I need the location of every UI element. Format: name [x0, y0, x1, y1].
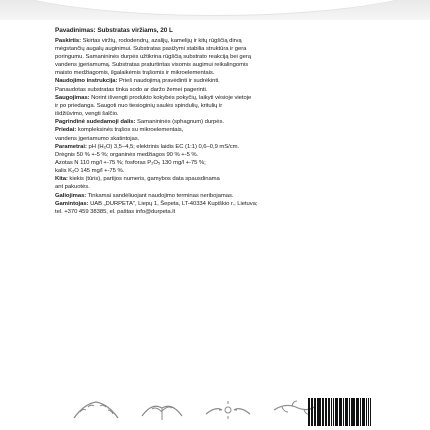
barcode-bar [339, 398, 340, 426]
barcode-bar [335, 398, 337, 426]
product-name: Substratas viržiams, 20 L [95, 27, 173, 34]
field-key: Naudojimo instrukcija: [55, 78, 118, 85]
other-section [55, 175, 385, 191]
text-line [55, 77, 385, 85]
barcode-bar [318, 398, 320, 426]
manufacturer-section [55, 200, 385, 216]
text-line [55, 102, 385, 110]
purpose-section [55, 37, 385, 78]
field-value: mėgstančių augalų auginimui. Substratas pasižymi stabilia struktūra ir gera [55, 45, 247, 52]
barcode-bar [325, 398, 327, 426]
text-line [55, 135, 385, 143]
field-value: Drėgnis 50 % +-5 %; organinės medžiagos 90 % +-5 %. [55, 151, 199, 158]
field-value: vandens įgeriamumo skatintojas. [55, 135, 140, 142]
field-value: ant pakuotės. [55, 184, 90, 191]
barcode-bar [314, 398, 316, 426]
barcode-bar [311, 398, 312, 426]
text-line [55, 86, 385, 94]
barcode-bar [329, 398, 330, 426]
barcode-bar [340, 398, 342, 426]
text-line [55, 159, 385, 167]
field-value: Samanininės (sphagnum) durpės. [135, 119, 224, 126]
field-value: kiekis (tūris), partijos numeris, gamybos data spausdinama [67, 176, 220, 183]
field-key: Pavadinimas: [55, 27, 96, 34]
barcode-bar [352, 398, 354, 426]
package-curve [0, 0, 430, 16]
field-value: Skirtas viržių, rododendrų, azalijų, kamelijų ir kitų rūgščią dirvą [81, 37, 242, 44]
instruction-section [55, 77, 385, 93]
text-line [55, 167, 385, 175]
validity-line [55, 192, 385, 200]
plant-sprout-icon [136, 398, 188, 422]
text-line [55, 143, 385, 151]
barcode-bar [356, 398, 357, 426]
text-line [55, 126, 385, 134]
barcode-bar [333, 398, 335, 426]
text-line [55, 183, 385, 191]
barcode-bar [322, 398, 323, 426]
field-key: Paskirtis: [55, 37, 82, 44]
barcode-bar [351, 398, 352, 426]
parameters-section [55, 143, 385, 176]
barcode-bar [343, 398, 344, 426]
text-line [55, 53, 385, 61]
barcode-icon [308, 396, 372, 426]
field-value: kompleksinės trąšos su mikroelementais, [76, 127, 184, 134]
text-line [55, 200, 385, 208]
field-value: poringumu. Samanininės durpės užtikrina rūgščią substrato reakciją bei gerą [55, 53, 251, 60]
field-value: Azotas N 110 mg/l +-75 %; fosforas P₂O₅ 130 mg/l +-75 %; [55, 160, 206, 166]
barcode-bar [370, 398, 371, 426]
field-value: pH (H₂O) 3,5–4,5; elektrinis laidis EC (1:1) 0,6–0,9 mS/cm. [86, 143, 240, 150]
barcode-bar [308, 398, 310, 426]
field-value: vandens įgeriamumą. Substratas praturtintas visomis augimui reikalingomis [55, 62, 249, 69]
product-label [55, 27, 385, 216]
field-key: Pagrindinė sudedamoji dalis: [55, 119, 136, 126]
field-key: Galiojimas: [55, 192, 87, 199]
leaf-wreath-icon [70, 398, 122, 422]
barcode-bar [357, 398, 359, 426]
field-key: Kita: [55, 176, 68, 183]
additives-section [55, 126, 385, 142]
barcode-bar [323, 398, 324, 426]
text-line [55, 94, 385, 102]
barcode-bar [349, 398, 350, 426]
field-key: Parametrai: [55, 143, 87, 150]
barcode-bar [312, 398, 313, 426]
text-line [55, 208, 385, 216]
field-key: Saugojimas: [55, 94, 90, 101]
text-line [55, 61, 385, 69]
barcode-bar [345, 398, 346, 426]
barcode-bar [368, 398, 370, 426]
flower-icon [202, 398, 254, 422]
barcode-bar [331, 398, 332, 426]
barcode-bar [328, 398, 329, 426]
field-value: tel. +370 459 38385, el. paštas info@durpeta.lt [55, 208, 176, 215]
barcode-bar [363, 398, 365, 426]
field-value: Prieš naudojimą pravėdinti ir sudrėkinti. [117, 78, 220, 85]
text-line [55, 37, 385, 45]
barcode-bar [346, 398, 348, 426]
field-value: UAB „DURPETA", Liepų 1, Šepeta, LT-40334 Kupiškio r., Lietuva; [88, 200, 258, 207]
package-top-edge [0, 0, 430, 20]
text-line [55, 69, 385, 77]
field-key: Priedai: [55, 127, 77, 134]
text-line [55, 45, 385, 53]
text-line [55, 110, 385, 118]
storage-section [55, 94, 385, 118]
field-key: Gamintojas: [55, 200, 89, 207]
barcode-bar [317, 398, 318, 426]
barcode-bar [362, 398, 363, 426]
text-line [55, 151, 385, 159]
field-value: išdžiūvimo, vengti šalčio. [55, 111, 119, 118]
package-footer [0, 392, 430, 430]
field-value: maisto medžiagomis, ilgalaikėmis trąšomis ir mikroelementais. [55, 70, 215, 77]
composition-line [55, 118, 385, 126]
barcode-bar [366, 398, 367, 426]
field-value: kalis K₂O 145 mg/l +-75 %. [55, 168, 125, 175]
field-value: Norint išvengti produkto kokybės pokyčių, laikyti vėsioje vietoje [89, 94, 252, 101]
field-value: Panaudotas substratas tinka sodo ar daržo žemei pagerinti. [55, 86, 208, 93]
logo-row [70, 398, 320, 424]
product-name-line [55, 27, 385, 35]
barcode-bar [360, 398, 361, 426]
field-value: Tinkamai sandėliuojant naudojimo terminas neribojamas. [86, 192, 234, 199]
field-value: ir po priedanga. Saugoti nuo tiesioginių saulės spindulių, kritulių ir [55, 102, 223, 109]
text-line [55, 175, 385, 183]
